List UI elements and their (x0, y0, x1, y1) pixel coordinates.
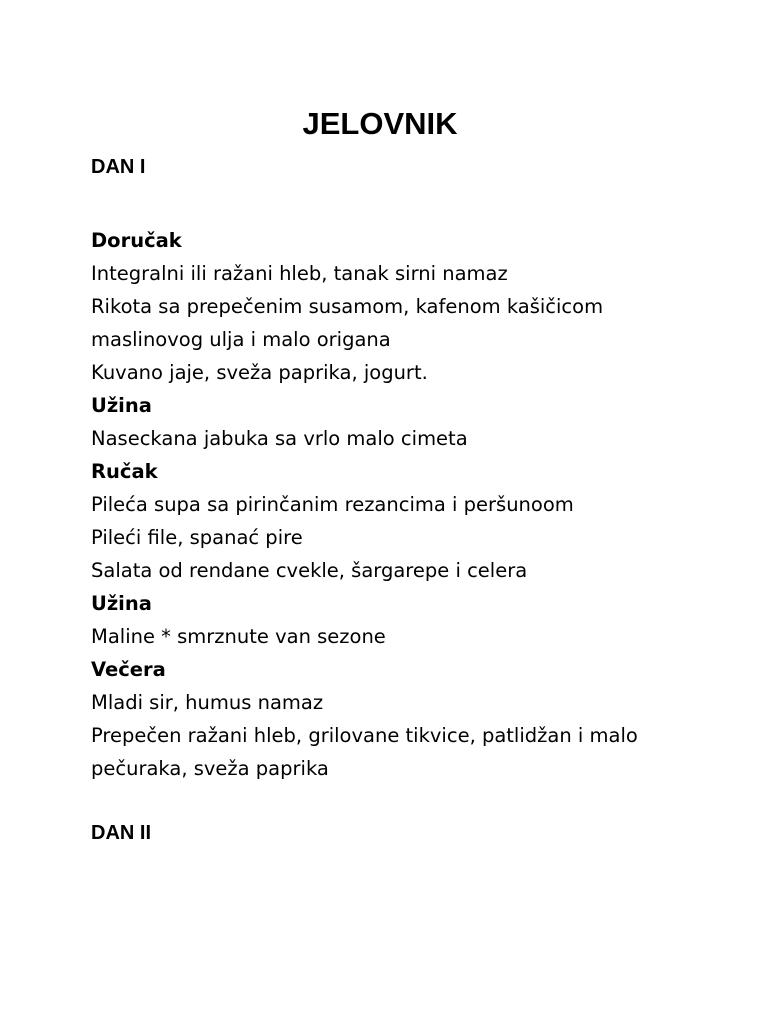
menu-line: Pileći file, spanać pire (91, 526, 303, 549)
menu-line: Naseckana jabuka sa vrlo malo cimeta (91, 427, 468, 450)
menu-line: Maline * smrznute van sezone (91, 625, 386, 648)
menu-line: Integralni ili ražani hleb, tanak sirni namaz (91, 262, 508, 285)
menu-line: Rikota sa prepečenim susamom, kafenom kašičicom (91, 295, 604, 318)
meal-heading-breakfast: Doručak (91, 229, 182, 252)
meal-heading-snack: Užina (91, 592, 152, 615)
menu-line: Pileća supa sa pirinčanim rezancima i peršunoom (91, 493, 574, 516)
menu-line: Mladi sir, humus namaz (91, 691, 324, 714)
menu-line: maslinovog ulja i malo origana (91, 328, 391, 351)
menu-line: Kuvano jaje, sveža paprika, jogurt. (91, 361, 428, 384)
menu-line: Prepečen ražani hleb, grilovane tikvice, patlidžan i malo (91, 724, 638, 747)
meal-heading-dinner: Večera (91, 658, 166, 681)
meal-heading-lunch: Ručak (91, 460, 158, 483)
menu-line: pečuraka, sveža paprika (91, 757, 329, 780)
page-title: JELOVNIK (302, 106, 458, 141)
day-heading: DAN I (91, 156, 146, 178)
day-heading: DAN II (91, 822, 151, 844)
meal-heading-snack: Užina (91, 394, 152, 417)
day-1-menu (91, 224, 731, 785)
menu-line: Salata od rendane cvekle, šargarepe i celera (91, 559, 528, 582)
